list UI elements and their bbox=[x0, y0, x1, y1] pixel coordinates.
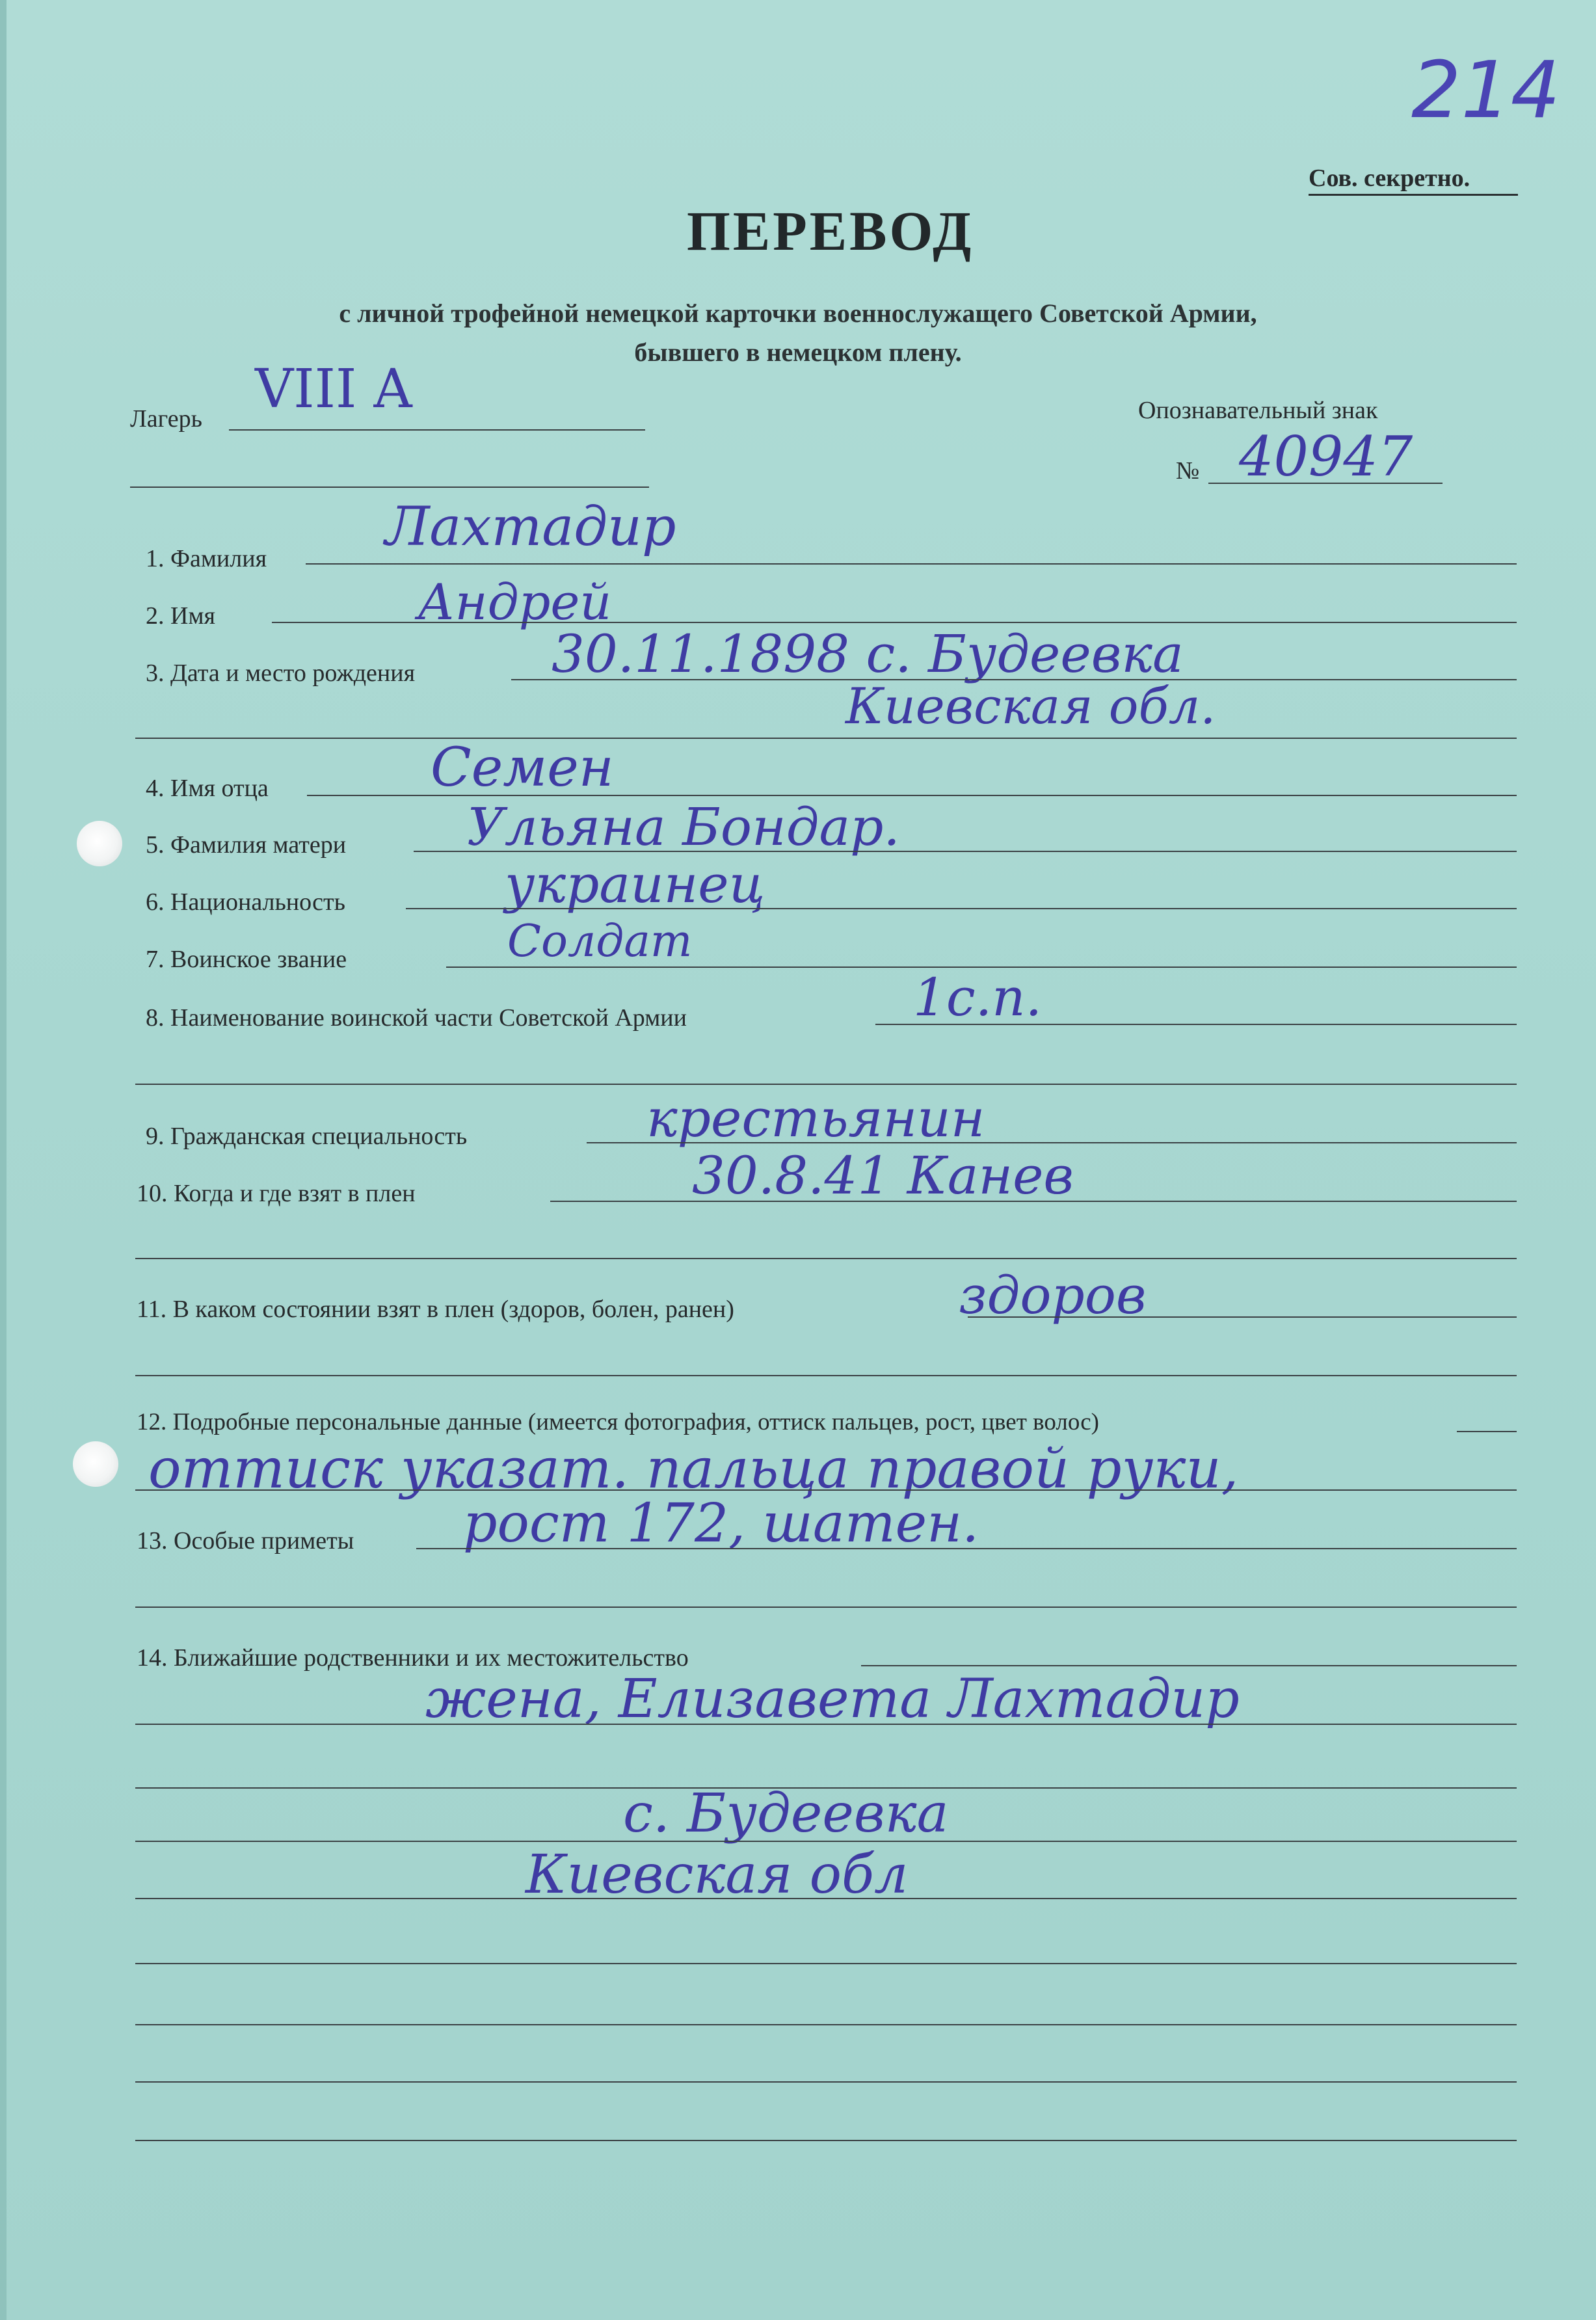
field-6-value: украинец bbox=[505, 854, 765, 914]
id-tag-line bbox=[1208, 483, 1443, 484]
field-10-label: 10. Когда и где взят в плен bbox=[137, 1180, 416, 1207]
field-13-line-2 bbox=[135, 1607, 1517, 1608]
field-6-label: 6. Национальность bbox=[146, 888, 345, 916]
field-4-value: Семен bbox=[431, 737, 614, 799]
field-2-line bbox=[272, 622, 1517, 623]
field-14-line-9 bbox=[135, 2140, 1517, 2141]
field-14-line-5 bbox=[135, 1898, 1517, 1899]
field-11-line bbox=[968, 1316, 1517, 1318]
field-2-label: 2. Имя bbox=[146, 602, 215, 630]
field-14-value-3: Киевская обл bbox=[525, 1844, 909, 1906]
field-14-line-4 bbox=[135, 1841, 1517, 1842]
field-7-label: 7. Воинское звание bbox=[146, 946, 347, 973]
classification-underline bbox=[1309, 194, 1518, 196]
subtitle-line-2: бывшего в немецком плену. bbox=[634, 338, 962, 367]
classification-mark: Сов. секретно. bbox=[1309, 165, 1470, 192]
punch-hole-bottom bbox=[73, 1441, 118, 1487]
field-11-label: 11. В каком состоянии взят в плен (здоров, болен, ранен) bbox=[137, 1296, 734, 1323]
field-9-label: 9. Гражданская специальность bbox=[146, 1123, 468, 1150]
field-1-label: 1. Фамилия bbox=[146, 545, 267, 572]
field-5-line bbox=[414, 851, 1517, 852]
field-10-line-2 bbox=[135, 1258, 1517, 1259]
id-tag-value: 40947 bbox=[1239, 425, 1413, 488]
page-title: ПЕРЕВОД bbox=[687, 200, 974, 262]
camp-line-2 bbox=[130, 487, 649, 488]
field-1-line bbox=[306, 563, 1517, 565]
field-10-line bbox=[550, 1201, 1517, 1202]
field-12-label: 12. Подробные персональные данные (имеется фотография, оттиск пальцев, рост, цвет волос) bbox=[137, 1409, 1099, 1435]
field-13-line bbox=[416, 1548, 1517, 1549]
field-3-line-2 bbox=[135, 738, 1517, 739]
camp-line bbox=[229, 429, 645, 431]
field-12-value: оттиск указат. пальца правой руки, bbox=[148, 1437, 1239, 1500]
punch-hole-top bbox=[77, 821, 122, 866]
field-14-label: 14. Ближайшие родственники и их местожительство bbox=[137, 1644, 689, 1672]
id-tag-number-label: № bbox=[1176, 457, 1200, 485]
field-14-line-7 bbox=[135, 2024, 1517, 2025]
field-1-value: Лахтадир bbox=[385, 496, 676, 558]
field-4-label: 4. Имя отца bbox=[146, 775, 269, 802]
field-5-label: 5. Фамилия матери bbox=[146, 831, 347, 859]
camp-value: VIII A bbox=[255, 358, 412, 420]
field-14-line-2 bbox=[135, 1724, 1517, 1725]
field-8-value: 1с.п. bbox=[913, 967, 1043, 1028]
subtitle-line-1: с личной трофейной немецкой карточки военнослужащего Советской Армии, bbox=[339, 299, 1257, 328]
field-13-label: 13. Особые приметы bbox=[137, 1527, 354, 1554]
camp-label: Лагерь bbox=[130, 405, 202, 433]
field-12-line-2 bbox=[135, 1489, 1517, 1491]
field-14-line bbox=[861, 1665, 1517, 1666]
field-5-value: Ульяна Бондар. bbox=[467, 797, 900, 857]
id-tag-label: Опознавательный знак bbox=[1138, 397, 1378, 424]
page-number: 214 bbox=[1411, 46, 1561, 136]
field-8-line bbox=[875, 1024, 1517, 1025]
field-3-value: 30.11.1898 с. Будеевка bbox=[552, 624, 1184, 684]
field-6-line bbox=[406, 908, 1517, 909]
field-11-line-2 bbox=[135, 1375, 1517, 1376]
field-2-value: Андрей bbox=[418, 573, 612, 631]
field-9-line bbox=[587, 1142, 1517, 1143]
field-8-line-2 bbox=[135, 1084, 1517, 1085]
field-14-value-2: с. Будеевка bbox=[623, 1783, 949, 1845]
field-10-value: 30.8.41 Канев bbox=[692, 1145, 1074, 1206]
field-3-label: 3. Дата и место рождения bbox=[146, 660, 416, 687]
field-12-line bbox=[1457, 1431, 1517, 1432]
field-3-value-2: Киевская обл. bbox=[845, 677, 1216, 735]
field-4-line bbox=[307, 795, 1517, 796]
field-14-line-8 bbox=[135, 2081, 1517, 2083]
field-7-value: Солдат bbox=[507, 916, 693, 967]
field-14-line-6 bbox=[135, 1963, 1517, 1964]
field-9-value: крестьянин bbox=[646, 1088, 985, 1149]
field-13-value: рост 172, шатен. bbox=[463, 1493, 979, 1554]
field-11-value: здоров bbox=[959, 1265, 1147, 1326]
field-14-value: жена, Елизавета Лахтадир bbox=[425, 1668, 1240, 1730]
field-8-label: 8. Наименование воинской части Советской Армии bbox=[146, 1004, 687, 1032]
